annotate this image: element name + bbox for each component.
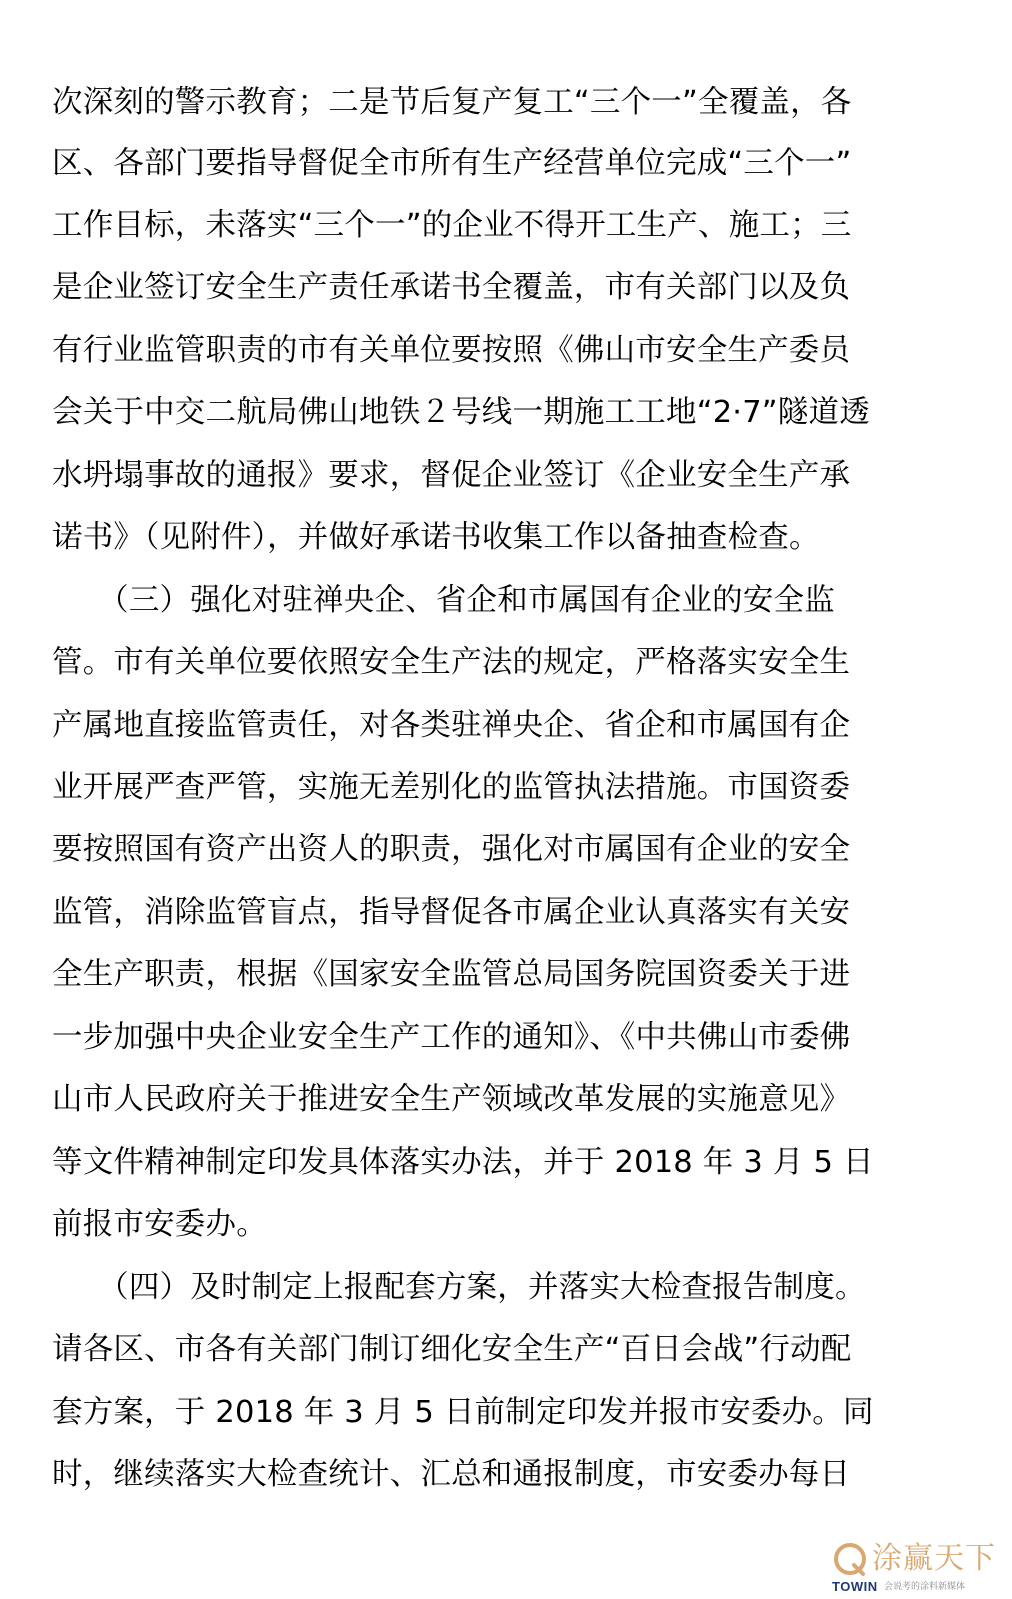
text-line: 业开展严查严管，实施无差别化的监管执法措施。市国资委 xyxy=(52,770,851,805)
text-line: （四）及时制定上报配套方案，并落实大检查报告制度。 xyxy=(52,1270,866,1305)
text-line: 次深刻的警示教育；二是节后复产复工“三个一”全覆盖，各 xyxy=(52,85,852,120)
text-line: 产属地直接监管责任，对各类驻禅央企、省企和市属国有企 xyxy=(52,708,851,743)
text-line: 是企业签订安全生产责任承诺书全覆盖，市有关部门以及负 xyxy=(52,270,851,305)
text-line: 等文件精神制定印发具体落实办法，并于 2018 年 3 月 5 日 xyxy=(52,1145,874,1180)
watermark xyxy=(832,1539,1002,1595)
text-line: 时，继续落实大检查统计、汇总和通报制度，市安委办每日 xyxy=(52,1457,851,1492)
watermark-brand: TOWIN xyxy=(832,1579,878,1594)
text-line: 山市人民政府关于推进安全生产领域改革发展的实施意见》 xyxy=(52,1082,851,1117)
text-line: 会关于中交二航局佛山地铁２号线一期施工工地“2·7”隧道透 xyxy=(52,395,870,430)
text-line: 区、各部门要指导督促全市所有生产经营单位完成“三个一” xyxy=(52,146,852,181)
text-line: 工作目标，未落实“三个一”的企业不得开工生产、施工；三 xyxy=(52,208,852,243)
text-line: 有行业监管职责的市有关单位要按照《佛山市安全生产委员 xyxy=(52,333,851,368)
text-line: 水坍塌事故的通报》要求，督促企业签订《企业安全生产承 xyxy=(52,458,851,493)
text-line: 一步加强中央企业安全生产工作的通知》、《中共佛山市委佛 xyxy=(52,1020,851,1055)
text-line: 要按照国有资产出资人的职责，强化对市属国有企业的安全 xyxy=(52,832,851,867)
watermark-tagline: 会说考的涂料新媒体 xyxy=(884,1582,966,1592)
text-line: （三）强化对驻禅央企、省企和市属国有企业的安全监 xyxy=(52,583,835,618)
text-line: 全生产职责，根据《国家安全监管总局国务院国资委关于进 xyxy=(52,957,851,992)
text-line: 套方案，于 2018 年 3 月 5 日前制定印发并报市安委办。同 xyxy=(52,1395,874,1430)
text-line: 管。市有关单位要依照安全生产法的规定，严格落实安全生 xyxy=(52,645,851,680)
text-line: 监管，消除监管盲点，指导督促各市属企业认真落实有关安 xyxy=(52,895,851,930)
text-line: 诺书》（见附件），并做好承诺书收集工作以备抽查检查。 xyxy=(52,520,820,555)
text-line: 请各区、市各有关部门制订细化安全生产“百日会战”行动配 xyxy=(52,1332,852,1367)
watermark-title: 涂赢天下 xyxy=(872,1541,996,1576)
text-line: 前报市安委办。 xyxy=(52,1207,267,1242)
towin-logo-icon xyxy=(832,1541,868,1577)
